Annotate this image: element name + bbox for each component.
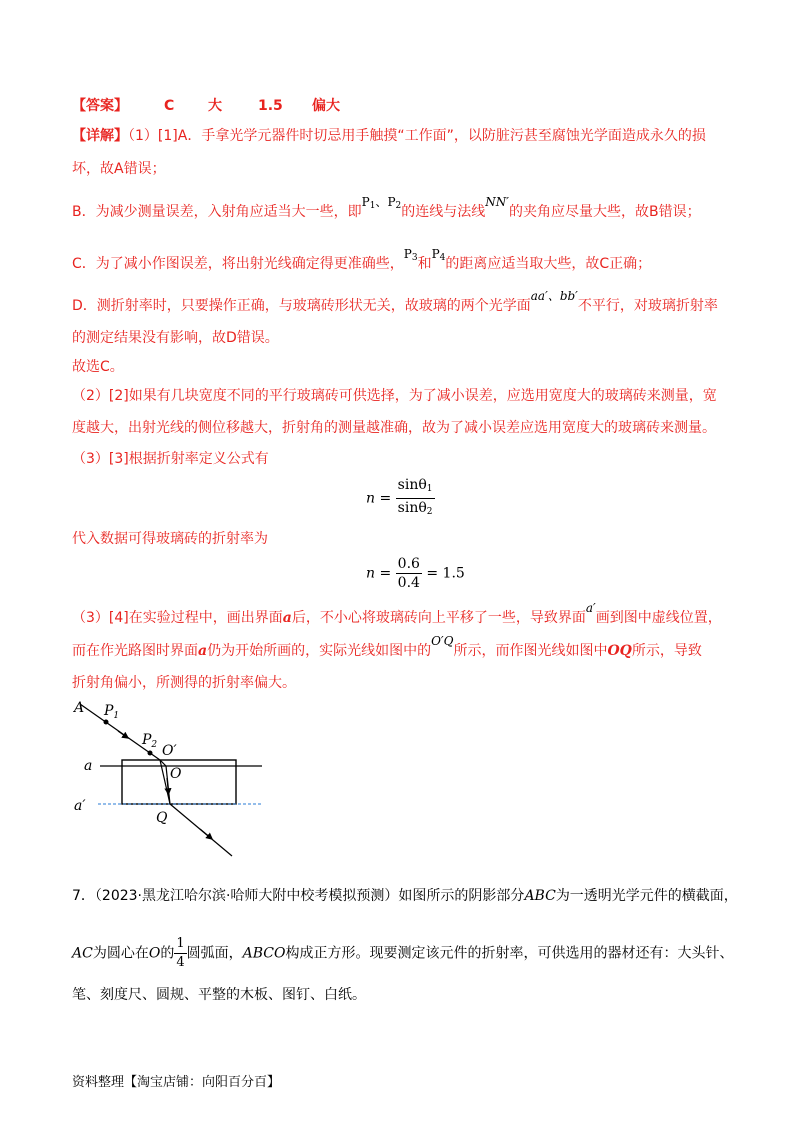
detail-p3-sub: 代入数据可得玻璃砖的折射率为 [72, 531, 268, 547]
answer-item-2: 大 [208, 98, 222, 114]
p3-symbol: $P_3$ [403, 247, 418, 263]
detail-p1-line2: 坏，故A错误； [72, 161, 166, 177]
question-line1: 7．（2023·黑龙江哈尔滨·哈师大附中校考模拟预测）如图所示的阴影部分ABC为一透明光学元件的横截面， [72, 888, 738, 904]
formula-refractive-index: n = $\frac{\sin\theta_1}{\sin\theta_2}$ [366, 477, 433, 517]
answer-item-3: 1.5 [258, 98, 283, 114]
detail-p4-line1: （3）[4]在实验过程中，画出界面a后，不小心将玻璃砖向上平移了一些，导致界面a′画到图中虚线位置， [72, 601, 722, 626]
quarter-fraction: $\frac{1}{4}$ [176, 936, 185, 970]
p1-p2-symbol: $P_1$、$P_2$ [361, 195, 402, 211]
footer-note: 资料整理【淘宝店铺：向阳百分百】 [72, 1075, 281, 1090]
pin-p1 [104, 720, 109, 725]
detail-p2-line2: 度越大，出射光线的侧位移越大，折射角的测量越准确，故为了减小误差应选用宽度大的玻璃砖来测量。 [72, 420, 716, 436]
label-Q: Q [156, 810, 168, 826]
detail-pC: C．为了减小作图误差，将出射光线确定得更准确些，$P_3$和$P_4$的距离应适当取大些，故C正确； [72, 247, 652, 272]
label-a: a [84, 758, 93, 774]
label-P2: $P_2$ [142, 732, 158, 750]
nn-symbol: NN′ [485, 195, 509, 209]
detail-choice: 故选C。 [72, 359, 124, 375]
detail-p2-line1: （2）[2]如果有几块宽度不同的平行玻璃砖可供选择，为了减小误差，应选用宽度大的玻璃砖来测量，宽 [72, 388, 717, 404]
answer-item-1: C [164, 98, 175, 114]
answer-label: 【答案】 [72, 98, 128, 114]
question-line2: AC为圆心在O的 $\frac{1}{4}$ 圆弧面，ABCO构成正方形。现要测定该元件的折射率，可供选用的器材还有：大头针、 [72, 936, 734, 970]
detail-pD-line2: 的测定结果没有影响，故D错误。 [72, 330, 279, 346]
label-a-prime: a′ [74, 798, 86, 814]
detail-p4-line3: 折射角偏小，所测得的折射率偏大。 [72, 675, 296, 691]
detail-pD-line1: D．测折射率时，只要操作正确，与玻璃砖形状无关，故玻璃的两个光学面aa′、bb′不平行，对玻璃折射率 [72, 289, 718, 314]
detail-p1-line1: 【详解】（1）[1]A．手拿光学元器件时切忌用手触摸“工作面”，以防脏污甚至腐蚀光学面造成永久的损 [72, 128, 706, 144]
detail-pB: B．为减少测量误差，入射角应适当大一些，即$P_1$、$P_2$的连线与法线NN′的夹角应尽量大些，故B错误； [72, 195, 701, 220]
p4-symbol: $P_4$ [431, 247, 446, 263]
label-P1: $P_1$ [104, 703, 120, 721]
refraction-diagram [60, 698, 280, 862]
formula-value: n = $\frac{0.6}{0.4}$ = 1.5 [366, 556, 465, 591]
emergent-arrow [200, 829, 212, 839]
incident-arrow [118, 731, 128, 738]
detail-label: 【详解】 [72, 128, 128, 144]
detail-p4-line2: 而在作光路图时界面a仍为开始所画的，实际光线如图中的O′Q所示，而作图光线如图中OQ所示，导致 [72, 634, 702, 659]
answer-item-4: 偏大 [312, 98, 340, 114]
label-A: A [74, 700, 85, 716]
detail-p3-intro: （3）[3]根据折射率定义公式有 [72, 451, 269, 467]
faces-symbol: aa′、bb′ [530, 289, 578, 303]
answer-line [72, 96, 340, 116]
pin-p2 [148, 751, 153, 756]
question-line3: 笔、刻度尺、圆规、平整的木板、图钉、白纸。 [72, 987, 366, 1003]
label-O-prime: O′ [162, 743, 177, 759]
label-O: O [170, 766, 182, 782]
